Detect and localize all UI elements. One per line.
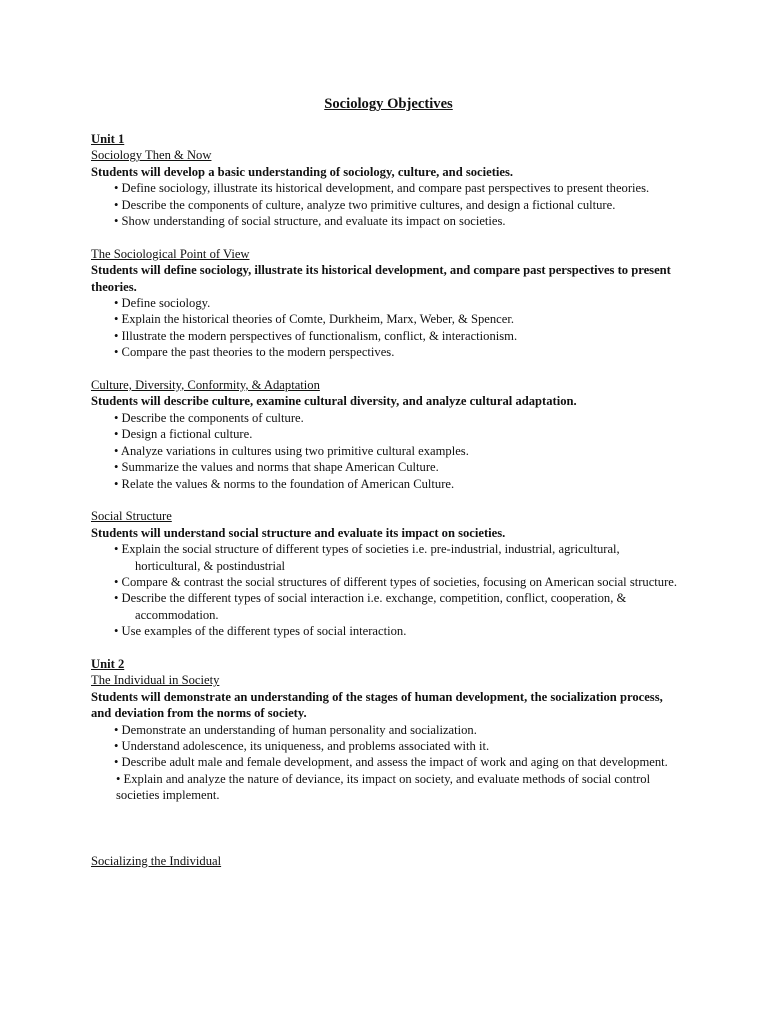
list-item: • Understand adolescence, its uniqueness, and problems associated with it. [114,738,490,753]
objective-list [91,295,681,361]
document-title: Sociology Objectives [324,96,453,112]
list-item: • Describe the components of culture. [114,410,304,425]
objective-list [91,722,681,771]
list-item: • Summarize the values and norms that shape American Culture. [114,460,439,475]
list-item: • Compare & contrast the social structures of different types of societies, focusing on American social structure. [114,574,678,589]
unit-heading: Unit 1 [91,132,125,146]
spacer [91,804,681,853]
section-sociology-then-and-now [91,147,681,229]
list-item: • Describe the components of culture, analyze two primitive cultures, and design a fictional culture. [114,197,616,212]
list-item: • Illustrate the modern perspectives of functionalism, conflict, & interactionism. [114,328,518,343]
unit-heading: Unit 2 [91,656,125,671]
section-topic: Socializing the Individual [91,853,222,868]
section-objective: Students will understand social structure and evaluate its impact on societies. [91,525,506,540]
deviance-paragraph: • Explain and analyze the nature of deviance, its impact on society, and evaluate methods of social control societies implement. [116,771,651,803]
objective-list [91,541,681,639]
list-item: • Use examples of the different types of social interaction. [114,624,407,639]
list-item: • Demonstrate an understanding of human personality and socialization. [114,722,477,737]
section-topic: The Sociological Point of View [91,246,250,261]
section-objective: Students will develop a basic understanding of sociology, culture, and societies. [91,164,514,179]
section-individual-in-society [91,672,681,803]
list-item: • Relate the values & norms to the foundation of American Culture. [114,476,455,491]
section-objective: Students will define sociology, illustrate its historical development, and compare past perspectives to present theories. [91,263,671,294]
document-page [91,94,681,869]
list-item: • Explain the social structure of different types of societies i.e. pre-industrial, industrial, agricultural, horticultural, & postindustrial [114,542,620,573]
section-sociological-point-of-view [91,246,681,361]
section-culture-diversity [91,377,681,492]
section-topic: The Individual in Society [91,673,220,688]
list-item: • Design a fictional culture. [114,427,253,442]
objective-list [91,410,681,492]
list-item: • Explain the historical theories of Comte, Durkheim, Marx, Weber, & Spencer. [114,312,514,327]
section-social-structure [91,508,681,639]
list-item: • Define sociology. [114,296,211,311]
list-item: • Define sociology, illustrate its historical development, and compare past perspectives to present theories. [114,181,650,196]
section-objective: Students will describe culture, examine cultural diversity, and analyze cultural adaptation. [91,394,577,409]
list-item: • Describe the different types of social interaction i.e. exchange, competition, conflict, cooperation, & accommodation. [114,591,627,622]
section-topic: Sociology Then & Now [91,148,212,163]
section-topic: Social Structure [91,509,172,524]
section-objective: Students will demonstrate an understanding of the stages of human development, the socialization process, and deviation from the norms of society. [91,689,663,721]
section-socializing-the-individual [91,853,681,869]
list-item: • Compare the past theories to the modern perspectives. [114,345,395,360]
objective-list [91,180,681,229]
section-topic: Culture, Diversity, Conformity, & Adaptation [91,378,320,393]
list-item: • Analyze variations in cultures using two primitive cultural examples. [114,443,469,458]
list-item: • Describe adult male and female development, and assess the impact of work and aging on that development. [114,755,668,770]
list-item: • Show understanding of social structure, and evaluate its impact on societies. [114,214,506,229]
